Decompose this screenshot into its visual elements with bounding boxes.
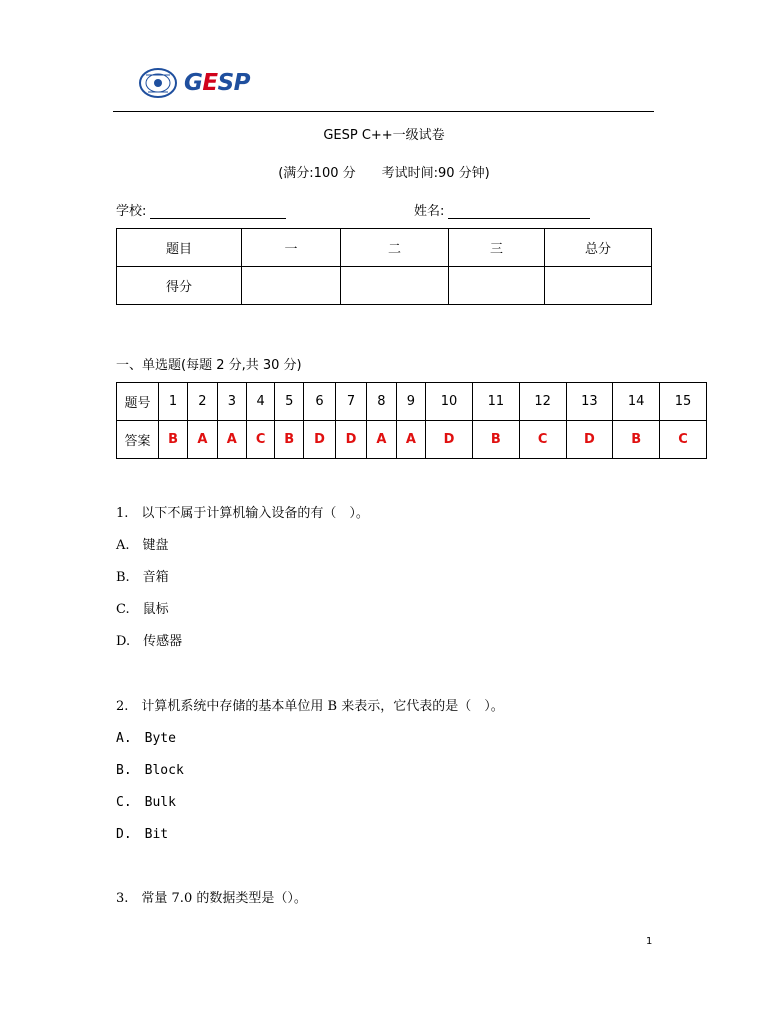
score-row-label: 得分 bbox=[117, 267, 242, 305]
answer-table bbox=[116, 382, 707, 459]
question-number: 8 bbox=[367, 383, 396, 421]
score-header-cell: 三 bbox=[449, 229, 545, 267]
answer-cell: C bbox=[247, 421, 275, 459]
question-number: 12 bbox=[519, 383, 566, 421]
school-label: 学校: bbox=[116, 204, 147, 219]
answer-cell: C bbox=[660, 421, 707, 459]
name-input-line[interactable] bbox=[448, 204, 590, 219]
seal-icon bbox=[138, 67, 178, 99]
answer-cell: D bbox=[304, 421, 335, 459]
name-label: 姓名: bbox=[414, 204, 445, 219]
score-table bbox=[116, 228, 652, 305]
brand-accent-letter: E bbox=[202, 70, 218, 96]
answer-cell: D bbox=[566, 421, 613, 459]
answer-cell: C bbox=[519, 421, 566, 459]
question-number: 2 bbox=[188, 383, 217, 421]
answer-cell: A bbox=[188, 421, 217, 459]
question-number: 11 bbox=[472, 383, 519, 421]
page-number: 1 bbox=[646, 936, 653, 947]
question-number: 4 bbox=[247, 383, 275, 421]
option-d: D. Bit bbox=[116, 827, 169, 842]
option-c: C. Bulk bbox=[116, 795, 176, 810]
score-header-cell: 题目 bbox=[117, 229, 242, 267]
question-number: 5 bbox=[275, 383, 304, 421]
score-cell[interactable] bbox=[449, 267, 545, 305]
score-value-row bbox=[117, 267, 652, 305]
answer-cell: B bbox=[275, 421, 304, 459]
answer-row bbox=[117, 421, 707, 459]
score-cell[interactable] bbox=[545, 267, 652, 305]
school-input-line[interactable] bbox=[150, 204, 286, 219]
option-a: A. 键盘 bbox=[116, 538, 169, 553]
answer-cell: A bbox=[396, 421, 425, 459]
answer-cell: B bbox=[613, 421, 660, 459]
option-d: D. 传感器 bbox=[116, 634, 183, 649]
option-c: C. 鼠标 bbox=[116, 602, 169, 617]
question-number-row bbox=[117, 383, 707, 421]
exam-subtitle: (满分:100 分 考试时间:90 分钟) bbox=[278, 166, 490, 181]
answer-cell: D bbox=[426, 421, 473, 459]
score-header-cell: 二 bbox=[341, 229, 449, 267]
score-cell[interactable] bbox=[341, 267, 449, 305]
question-number: 15 bbox=[660, 383, 707, 421]
score-header-cell: 总分 bbox=[545, 229, 652, 267]
score-cell[interactable] bbox=[242, 267, 341, 305]
header-rule bbox=[113, 111, 654, 112]
answer-cell: D bbox=[335, 421, 366, 459]
question-text: 1. 以下不属于计算机输入设备的有（ ）。 bbox=[116, 506, 369, 521]
question-text: 3. 常量 7.0 的数据类型是（）。 bbox=[116, 891, 307, 906]
question-number: 7 bbox=[335, 383, 366, 421]
answer-cell: B bbox=[159, 421, 188, 459]
name-field bbox=[414, 200, 590, 219]
answer-cell: A bbox=[217, 421, 246, 459]
option-b: B. Block bbox=[116, 763, 184, 778]
row-label: 题号 bbox=[117, 383, 159, 421]
question-number: 10 bbox=[426, 383, 473, 421]
gesp-logo bbox=[138, 66, 250, 100]
question-number: 1 bbox=[159, 383, 188, 421]
row-label: 答案 bbox=[117, 421, 159, 459]
school-field bbox=[116, 200, 286, 219]
question-number: 9 bbox=[396, 383, 425, 421]
score-header-row bbox=[117, 229, 652, 267]
question-number: 3 bbox=[217, 383, 246, 421]
brand-name: GESP bbox=[184, 70, 251, 96]
question-number: 14 bbox=[613, 383, 660, 421]
question-number: 13 bbox=[566, 383, 613, 421]
option-b: B. 音箱 bbox=[116, 570, 169, 585]
answer-cell: B bbox=[472, 421, 519, 459]
answer-cell: A bbox=[367, 421, 396, 459]
question-text: 2. 计算机系统中存储的基本单位用 B 来表示，它代表的是（ ）。 bbox=[116, 699, 504, 714]
score-header-cell: 一 bbox=[242, 229, 341, 267]
question-number: 6 bbox=[304, 383, 335, 421]
section-title: 一、单选题(每题 2 分,共 30 分) bbox=[116, 358, 302, 373]
option-a: A. Byte bbox=[116, 731, 176, 746]
exam-title: GESP C++一级试卷 bbox=[323, 128, 445, 143]
